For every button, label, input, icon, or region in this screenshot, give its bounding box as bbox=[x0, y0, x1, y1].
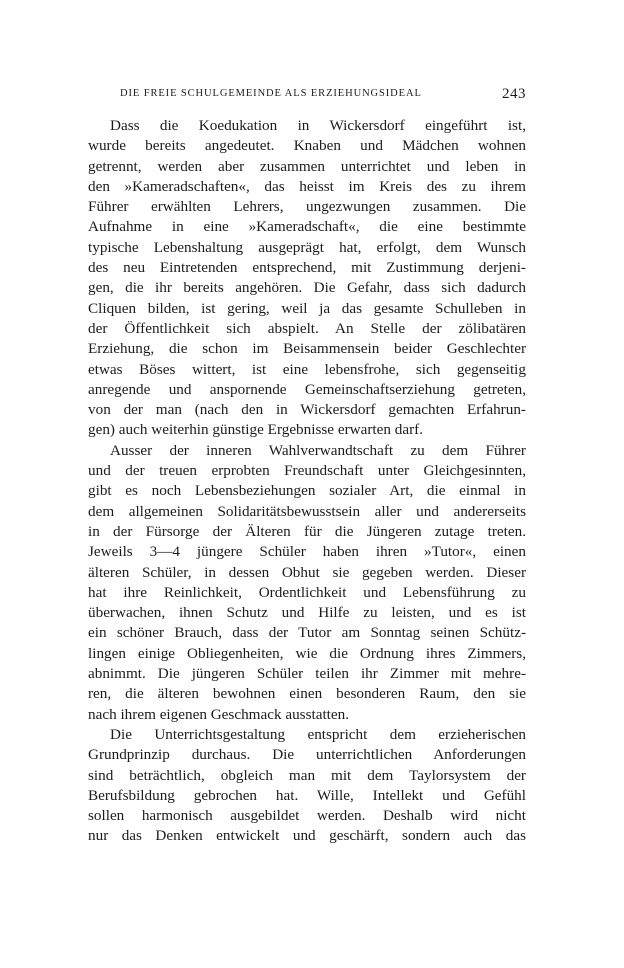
text-line: ren, die älteren bewohnen einen besonderen Raum, den sie bbox=[88, 685, 526, 703]
text-line: von der man (nach den in Wickersdorf gemachten Erfahrun- bbox=[88, 401, 526, 419]
text-line: wurde bereits angedeutet. Knaben und Mädchen wohnen bbox=[88, 137, 526, 155]
text-line: überwachen, ihnen Schutz und Hilfe zu leisten, und es ist bbox=[88, 604, 526, 622]
text-line: Die Unterrichtsgestaltung entspricht dem erzieherischen bbox=[110, 725, 526, 743]
page-number: 243 bbox=[502, 86, 526, 102]
page-header bbox=[88, 86, 526, 106]
text-line: der Öffentlichkeit sich abspielt. An Stelle der zölibatären bbox=[88, 319, 526, 337]
text-line: dem allgemeinen Solidaritätsbewusstsein aller und andererseits bbox=[88, 502, 526, 520]
text-line: abnimmt. Die jüngeren Schüler teilen ihr Zimmer mit mehre- bbox=[88, 665, 526, 683]
text-line: Berufsbildung gebrochen hat. Wille, Intellekt und Gefühl bbox=[88, 786, 526, 804]
text-line: ein schöner Brauch, dass der Tutor am Sonntag seinen Schütz- bbox=[88, 624, 526, 642]
text-line: den »Kameradschaften«, das heisst im Kreis des zu ihrem bbox=[88, 177, 526, 195]
text-line: Aufnahme in eine »Kameradschaft«, die eine bestimmte bbox=[88, 218, 526, 236]
text-line: gen) auch weiterhin günstige Ergebnisse erwarten darf. bbox=[88, 421, 423, 439]
text-line: gen, die ihr bereits angehören. Die Gefahr, dass sich dadurch bbox=[88, 279, 526, 297]
text-line: typische Lebenshaltung ausgeprägt hat, erfolgt, dem Wunsch bbox=[88, 238, 526, 256]
text-line: nach ihrem eigenen Geschmack ausstatten. bbox=[88, 705, 350, 723]
text-line: lingen einige Obliegenheiten, wie die Ordnung ihres Zimmers, bbox=[88, 644, 526, 662]
text-line: getrennt, werden aber zusammen unterrichtet und leben in bbox=[88, 157, 526, 175]
body-text bbox=[88, 116, 526, 847]
text-line: Erziehung, die schon im Beisammensein beider Geschlechter bbox=[88, 340, 526, 358]
text-line: Jeweils 3—4 jüngere Schüler haben ihren »Tutor«, einen bbox=[88, 543, 526, 561]
running-title: DIE FREIE SCHULGEMEINDE ALS ERZIEHUNGSIDEAL bbox=[120, 88, 422, 99]
text-line: nur das Denken entwickelt und geschärft, sondern auch das bbox=[88, 827, 526, 845]
text-line: Dass die Koedukation in Wickersdorf eingeführt ist, bbox=[110, 117, 526, 134]
text-line: und der treuen erprobten Freundschaft unter Gleichgesinnten, bbox=[88, 462, 526, 480]
text-line: hat ihre Reinlichkeit, Ordentlichkeit und Lebensführung zu bbox=[88, 583, 526, 601]
text-line: in der Fürsorge der Älteren für die Jüngeren zutage treten. bbox=[88, 522, 526, 540]
text-line: anregende und anspornende Gemeinschaftserziehung getreten, bbox=[88, 380, 526, 398]
text-line: Grundprinzip durchaus. Die unterrichtlichen Anforderungen bbox=[88, 746, 526, 764]
text-line: Ausser der inneren Wahlverwandtschaft zu dem Führer bbox=[110, 441, 526, 459]
text-line: gibt es noch Lebensbeziehungen sozialer Art, die einmal in bbox=[88, 482, 526, 500]
text-line: sind beträchtlich, obgleich man mit dem Taylorsystem der bbox=[88, 766, 526, 784]
text-line: des neu Eintretenden entsprechend, mit Zustimmung derjeni- bbox=[88, 259, 526, 277]
text-line: Cliquen bilden, ist gering, weil ja das gesamte Schulleben in bbox=[88, 299, 526, 317]
text-line: Führer erwählten Lehrers, ungezwungen zusammen. Die bbox=[88, 198, 526, 216]
text-line: sollen harmonisch ausgebildet werden. Deshalb wird nicht bbox=[88, 807, 526, 825]
text-line: älteren Schüler, in dessen Obhut sie gegeben werden. Dieser bbox=[88, 563, 526, 581]
text-line: etwas Böses wittert, ist eine lebensfrohe, sich gegenseitig bbox=[88, 360, 526, 378]
